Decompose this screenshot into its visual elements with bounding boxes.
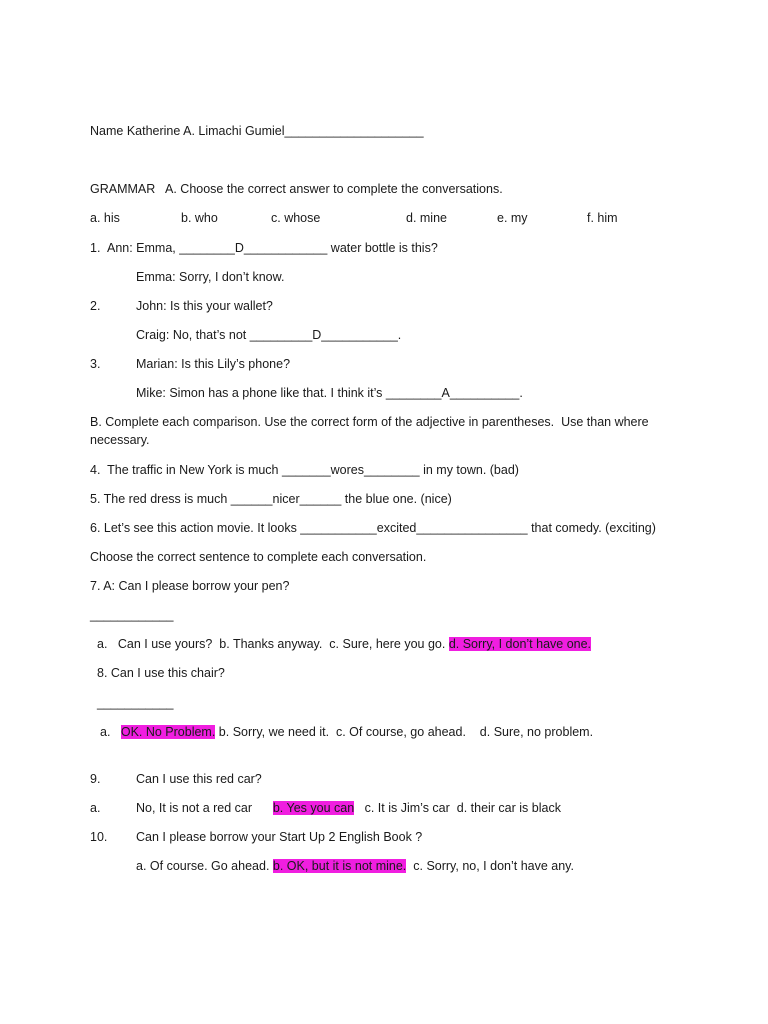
q2-line1: John: Is this your wallet? bbox=[136, 299, 273, 313]
q3-line2: Mike: Simon has a phone like that. I think it’s ________A__________. bbox=[136, 386, 523, 400]
q6-line: 6. Let’s see this action movie. It looks ___________excited________________ that comedy. (exciting) bbox=[90, 521, 656, 535]
option-a: a. his bbox=[90, 211, 120, 225]
q9-options-rest: c. It is Jim’s car d. their car is black bbox=[354, 801, 561, 815]
q9-option-a: No, It is not a red car bbox=[136, 801, 273, 815]
q10-options bbox=[136, 858, 574, 874]
q1-line1: Ann: Emma, ________D____________ water bottle is this? bbox=[107, 241, 438, 255]
q9-answer-highlight: b. Yes you can bbox=[272, 801, 355, 815]
section-b-instruction-1: B. Complete each comparison. Use the correct form of the adjective in parentheses. Use than where bbox=[90, 415, 649, 429]
q10-answer-highlight: b. OK, but it is not mine. bbox=[272, 859, 407, 873]
option-d: d. mine bbox=[406, 211, 447, 225]
section-b-instruction-2: necessary. bbox=[90, 433, 150, 447]
q8-options-rest: b. Sorry, we need it. c. Of course, go ahead. d. Sure, no problem. bbox=[215, 725, 594, 739]
q9-number: 9. bbox=[90, 772, 101, 786]
option-b: b. who bbox=[181, 211, 218, 225]
q8-prefix: a. bbox=[100, 725, 121, 739]
q9-options bbox=[136, 800, 561, 816]
q2-number: 2. bbox=[90, 299, 101, 313]
q8-blank: ___________ bbox=[97, 696, 174, 710]
q7-answer-highlight: d. Sorry, I don’t have one. bbox=[448, 637, 592, 651]
q5-line: 5. The red dress is much ______nicer______ the blue one. (nice) bbox=[90, 492, 452, 506]
option-c: c. whose bbox=[271, 211, 321, 225]
q7-options-plain: a. Can I use yours? b. Thanks anyway. c. Sure, here you go. bbox=[97, 637, 449, 651]
q4-line: 4. The traffic in New York is much _______wores________ in my town. (bad) bbox=[90, 463, 519, 477]
q7-blank: ____________ bbox=[90, 608, 174, 622]
section-a-title: GRAMMAR A. Choose the correct answer to complete the conversations. bbox=[90, 182, 503, 196]
q7-prompt: 7. A: Can I please borrow your pen? bbox=[90, 579, 290, 593]
q10-options-rest: c. Sorry, no, I don’t have any. bbox=[406, 859, 574, 873]
q9-prompt: Can I use this red car? bbox=[136, 772, 262, 786]
choose-instruction: Choose the correct sentence to complete each conversation. bbox=[90, 550, 427, 564]
q10-number: 10. bbox=[90, 830, 108, 844]
q2-line2: Craig: No, that’s not _________D___________. bbox=[136, 328, 402, 342]
q8-prompt: 8. Can I use this chair? bbox=[97, 666, 225, 680]
q3-line1: Marian: Is this Lily’s phone? bbox=[136, 357, 291, 371]
q8-options bbox=[100, 724, 593, 740]
q7-options bbox=[97, 636, 591, 652]
q3-number: 3. bbox=[90, 357, 101, 371]
q10-prompt: Can I please borrow your Start Up 2 English Book ? bbox=[136, 830, 423, 844]
name-line: Name Katherine A. Limachi Gumiel____________________ bbox=[90, 124, 424, 138]
q10-option-a: a. Of course. Go ahead. bbox=[136, 859, 273, 873]
q1-number: 1. bbox=[90, 241, 101, 255]
q1-line2: Emma: Sorry, I don’t know. bbox=[136, 270, 285, 284]
q9-label: a. bbox=[90, 801, 101, 815]
option-e: e. my bbox=[497, 211, 528, 225]
q8-answer-highlight: OK. No Problem. bbox=[120, 725, 216, 739]
option-f: f. him bbox=[587, 211, 618, 225]
